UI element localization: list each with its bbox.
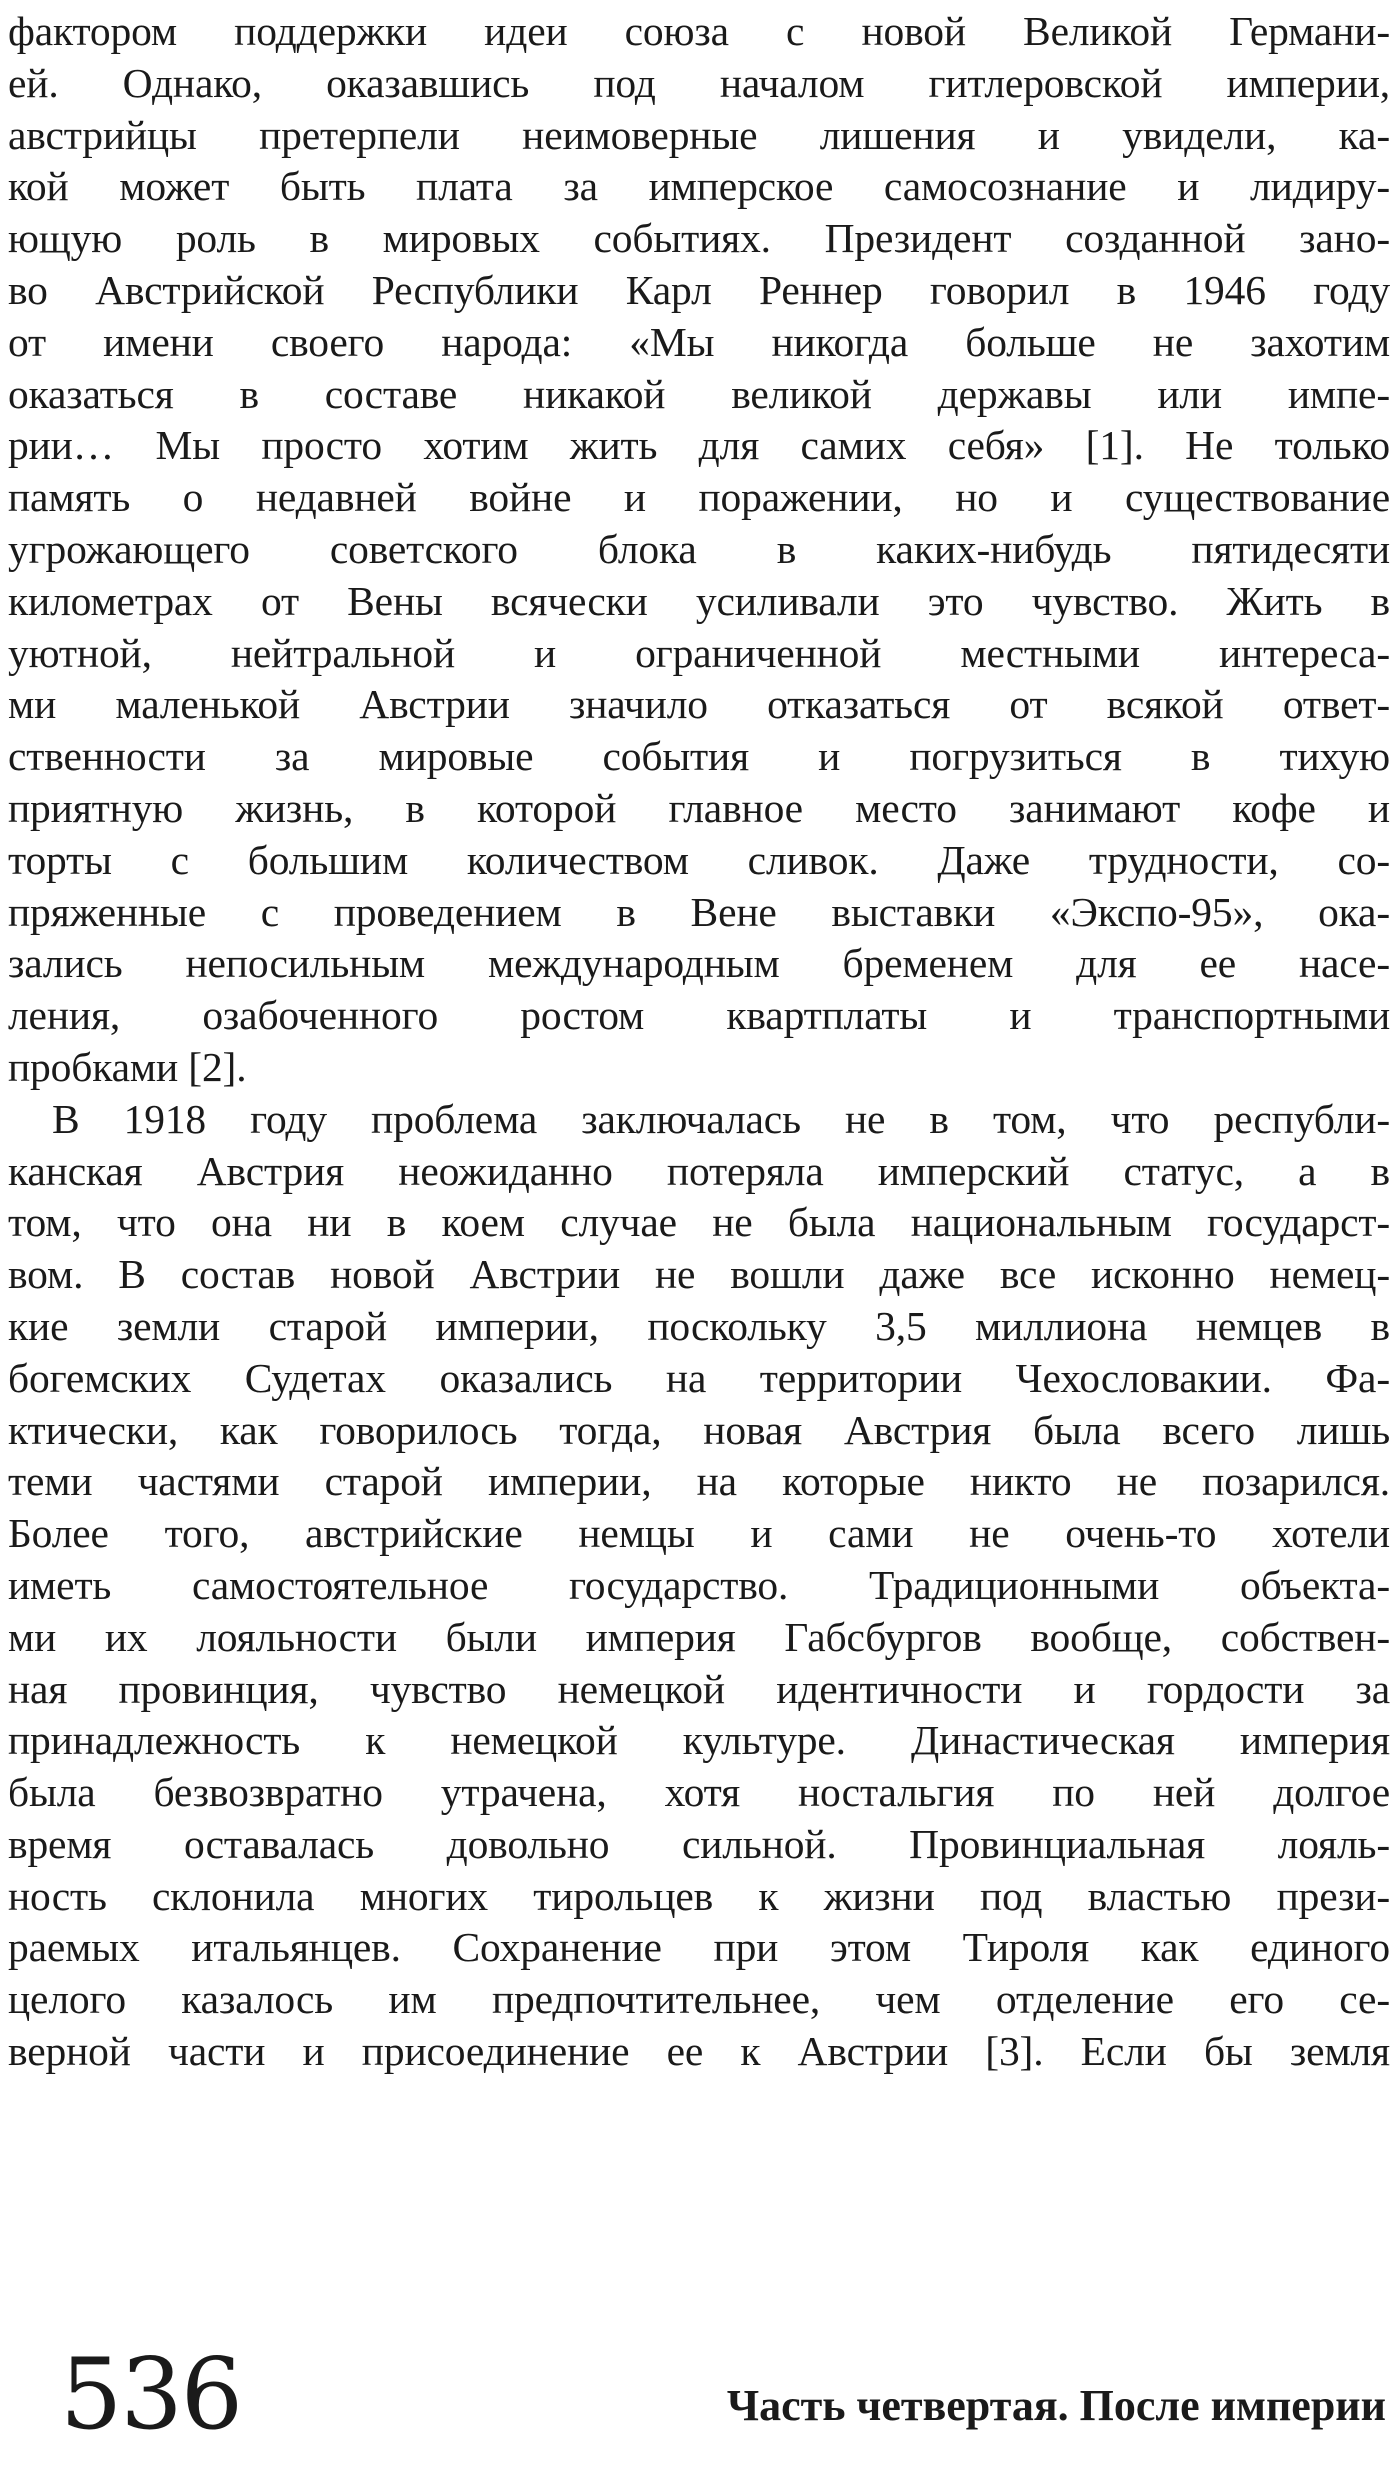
- text-line: время оставалась довольно сильной. Провинциальная лояль-: [8, 1820, 1390, 1867]
- text-line: рии… Мы просто хотим жить для самих себя» [1]. Не только: [8, 422, 1390, 469]
- text-line: вом. В состав новой Австрии не вошли даже все исконно немец-: [8, 1251, 1390, 1298]
- text-line: ная провинция, чувство немецкой идентичности и гордости за: [8, 1665, 1390, 1712]
- text-line: ющую роль в мировых событиях. Президент созданной зано-: [8, 215, 1390, 262]
- text-line: теми частями старой империи, на которые никто не позарился.: [8, 1458, 1390, 1505]
- text-line: ственности за мировые события и погрузиться в тихую: [8, 733, 1390, 780]
- running-head: Часть четвертая. После империи: [726, 2381, 1386, 2430]
- text-line: оказаться в составе никакой великой державы или импе-: [8, 370, 1390, 417]
- text-line: ления, озабоченного ростом квартплаты и транспортными: [8, 992, 1390, 1039]
- text-line: ность склонила многих тирольцев к жизни под властью прези-: [8, 1872, 1390, 1919]
- text-line: кой может быть плата за имперское самосознание и лидиру-: [8, 163, 1390, 210]
- text-line: ктически, как говорилось тогда, новая Австрия была всего лишь: [8, 1406, 1390, 1453]
- text-line: во Австрийской Республики Карл Реннер говорил в 1946 году: [8, 266, 1390, 313]
- text-line: принадлежность к немецкой культуре. Династическая империя: [8, 1717, 1390, 1764]
- text-line: Более того, австрийские немцы и сами не очень-то хотели: [8, 1510, 1390, 1557]
- text-line: от имени своего народа: «Мы никогда больше не захотим: [8, 318, 1390, 365]
- text-line: зались непосильным международным бременем для ее насе-: [8, 940, 1390, 987]
- text-line: уютной, нейтральной и ограниченной местными интереса-: [8, 629, 1390, 676]
- body-text: [8, 6, 1390, 2078]
- text-line: богемских Судетах оказались на территории Чехословакии. Фа-: [8, 1354, 1390, 1401]
- text-line: ми маленькой Австрии значило отказаться от всякой ответ-: [8, 681, 1390, 728]
- text-line: канская Австрия неожиданно потеряла имперский статус, а в: [8, 1147, 1390, 1194]
- paragraph-first-line: В 1918 году проблема заключалась не в том, что республи-: [52, 1095, 1390, 1142]
- text-line: приятную жизнь, в которой главное место занимают кофе и: [8, 784, 1390, 831]
- page-number: 536: [60, 2338, 242, 2452]
- text-line: раемых итальянцев. Сохранение при этом Тироля как единого: [8, 1924, 1390, 1971]
- text-line: пряженные с проведением в Вене выставки «Экспо-95», ока-: [8, 888, 1390, 935]
- text-line: верной части и присоединение ее к Австрии [3]. Если бы земля: [8, 2028, 1390, 2075]
- paragraph-end-line: пробками [2].: [8, 1043, 247, 1090]
- text-line: том, что она ни в коем случае не была национальным государст-: [8, 1199, 1390, 1246]
- page-footer: [0, 2340, 1398, 2450]
- text-line: память о недавней войне и поражении, но и существование: [8, 474, 1390, 521]
- text-line: целого казалось им предпочтительнее, чем отделение его се-: [8, 1976, 1390, 2023]
- text-line: ей. Однако, оказавшись под началом гитлеровской империи,: [8, 59, 1390, 106]
- text-line: кие земли старой империи, поскольку 3,5 миллиона немцев в: [8, 1302, 1390, 1349]
- text-line: километрах от Вены всячески усиливали это чувство. Жить в: [8, 577, 1390, 624]
- text-line: торты с большим количеством сливок. Даже трудности, со-: [8, 836, 1390, 883]
- text-line: австрийцы претерпели неимоверные лишения и увидели, ка-: [8, 111, 1390, 158]
- text-line: угрожающего советского блока в каких-нибудь пятидесяти: [8, 525, 1390, 572]
- text-line: ми их лояльности были империя Габсбургов вообще, собствен-: [8, 1613, 1390, 1660]
- text-line: была безвозвратно утрачена, хотя ностальгия по ней долгое: [8, 1769, 1390, 1816]
- text-line: иметь самостоятельное государство. Традиционными объекта-: [8, 1561, 1390, 1608]
- text-line: фактором поддержки идеи союза с новой Великой Германи-: [8, 8, 1390, 54]
